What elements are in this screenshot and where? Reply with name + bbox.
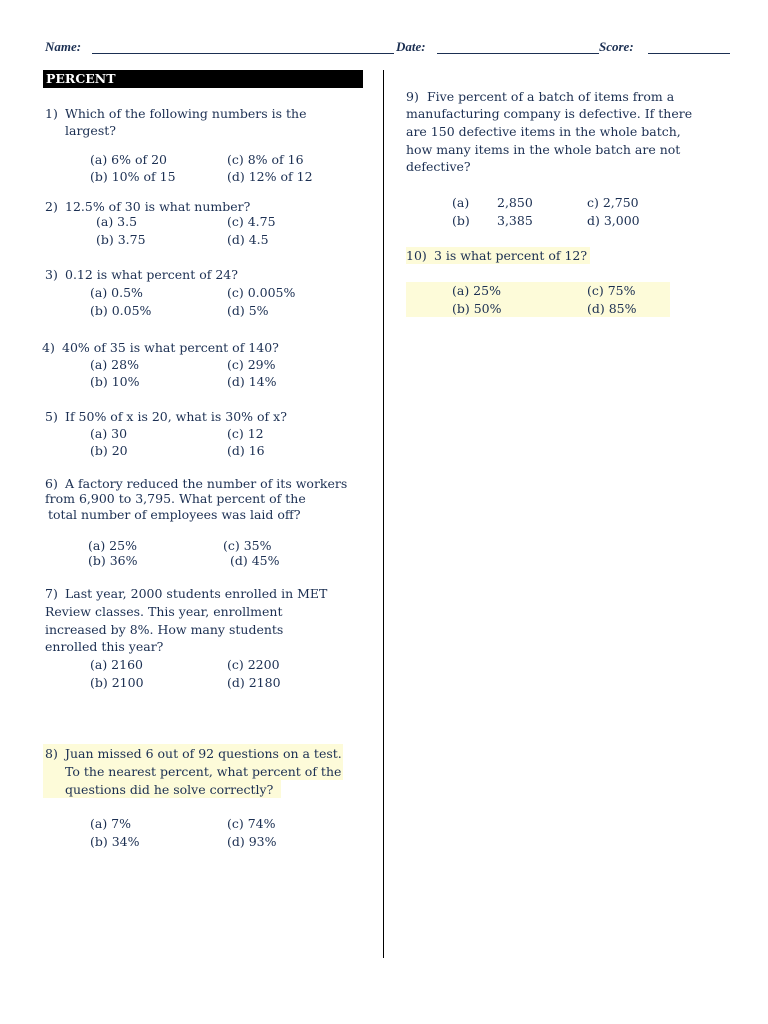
option-b[interactable]: (b) 36% (88, 553, 138, 568)
question-7: 7) (45, 586, 58, 601)
option-d[interactable]: (d) 5% (227, 303, 269, 318)
question-9-line5: defective? (406, 159, 471, 174)
question-3-line1: 0.12 is what percent of 24? (65, 267, 238, 282)
option-d[interactable]: (d) 45% (230, 553, 280, 568)
question-4-line1: 40% of 35 is what percent of 140? (62, 340, 279, 355)
option-b[interactable]: (b) (452, 213, 470, 228)
option-b[interactable]: (b) 2100 (90, 675, 144, 690)
score-blank[interactable] (648, 53, 730, 54)
question-1-line1: Which of the following numbers is the (65, 106, 307, 121)
option-d[interactable]: (d) 14% (227, 374, 277, 389)
question-7-line2: Review classes. This year, enrollment (45, 604, 283, 619)
option-d[interactable]: (d) 85% (587, 301, 637, 316)
option-b[interactable]: (b) 0.05% (90, 303, 152, 318)
question-5-line1: If 50% of x is 20, what is 30% of x? (65, 409, 287, 424)
question-8: 8) (45, 746, 58, 761)
option-d[interactable]: (d) 2180 (227, 675, 281, 690)
option-c[interactable]: (c) 74% (227, 816, 276, 831)
question-6-line1: A factory reduced the number of its workers (65, 476, 348, 491)
question-9-line3: are 150 defective items in the whole batch, (406, 124, 681, 139)
question-2: 2) (45, 199, 58, 214)
question-number: 1) (45, 106, 58, 121)
option-b[interactable]: (b) 50% (452, 301, 502, 316)
section-title: PERCENT (46, 71, 116, 86)
option-c[interactable]: (c) 4.75 (227, 214, 276, 229)
option-a[interactable]: (a) 28% (90, 357, 139, 372)
question-7-line4: enrolled this year? (45, 639, 164, 654)
name-label: Name: (45, 39, 82, 54)
option-d[interactable]: (d) 16 (227, 443, 265, 458)
option-a[interactable]: (a) 25% (88, 538, 137, 553)
question-10: 10) (406, 248, 427, 263)
option-a[interactable]: (a) (452, 195, 470, 210)
option-b[interactable]: (b) 3.75 (96, 232, 146, 247)
option-c[interactable]: (c) 2200 (227, 657, 280, 672)
question-5: 5) (45, 409, 58, 424)
question-10-line1: 3 is what percent of 12? (434, 248, 588, 263)
question-7-line1: Last year, 2000 students enrolled in MET (65, 586, 328, 601)
option-b-value[interactable]: 3,385 (497, 213, 533, 228)
question-6-line3: total number of employees was laid off? (48, 507, 301, 522)
date-blank[interactable] (437, 53, 599, 54)
question-9-line1: Five percent of a batch of items from a (427, 89, 675, 104)
option-d[interactable]: (d) 12% of 12 (227, 169, 313, 184)
question-9-line2: manufacturing company is defective. If there (406, 106, 693, 121)
option-d[interactable]: (d) 4.5 (227, 232, 269, 247)
question-8-line1: Juan missed 6 out of 92 questions on a test. (65, 746, 342, 761)
name-blank[interactable] (92, 53, 394, 54)
option-a[interactable]: (a) 3.5 (96, 214, 138, 229)
option-a[interactable]: (a) 0.5% (90, 285, 143, 300)
question-6-line2: from 6,900 to 3,795. What percent of the (45, 491, 306, 506)
option-a[interactable]: (a) 2160 (90, 657, 143, 672)
option-a[interactable]: (a) 30 (90, 426, 128, 441)
option-d[interactable]: d) 3,000 (587, 213, 640, 228)
question-1-line2: largest? (65, 123, 116, 138)
question-1 (45, 105, 58, 122)
option-c[interactable]: (c) 35% (223, 538, 272, 553)
option-b[interactable]: (b) 10% of 15 (90, 169, 176, 184)
option-a[interactable]: (a) 7% (90, 816, 132, 831)
option-a[interactable]: (a) 6% of 20 (90, 152, 168, 167)
date-label: Date: (396, 39, 426, 54)
question-6: 6) (45, 476, 58, 491)
score-label: Score: (599, 39, 634, 54)
option-c[interactable]: (c) 75% (587, 283, 636, 298)
option-a[interactable]: (a) 25% (452, 283, 501, 298)
section-banner (43, 70, 363, 88)
option-a-value[interactable]: 2,850 (497, 195, 533, 210)
option-c[interactable]: (c) 12 (227, 426, 264, 441)
question-2-line1: 12.5% of 30 is what number? (65, 199, 251, 214)
question-8-line3: questions did he solve correctly? (65, 782, 274, 797)
option-b[interactable]: (b) 34% (90, 834, 140, 849)
option-c[interactable]: (c) 29% (227, 357, 276, 372)
question-4: 4) (42, 340, 55, 355)
question-9-line4: how many items in the whole batch are not (406, 142, 681, 157)
option-c[interactable]: (c) 8% of 16 (227, 152, 304, 167)
option-c[interactable]: c) 2,750 (587, 195, 639, 210)
question-3: 3) (45, 267, 58, 282)
option-b[interactable]: (b) 10% (90, 374, 140, 389)
option-c[interactable]: (c) 0.005% (227, 285, 296, 300)
option-b[interactable]: (b) 20 (90, 443, 128, 458)
question-9: 9) (406, 89, 419, 104)
question-8-line2: To the nearest percent, what percent of the (65, 764, 342, 779)
option-d[interactable]: (d) 93% (227, 834, 277, 849)
question-7-line3: increased by 8%. How many students (45, 622, 284, 637)
column-divider (383, 70, 384, 958)
